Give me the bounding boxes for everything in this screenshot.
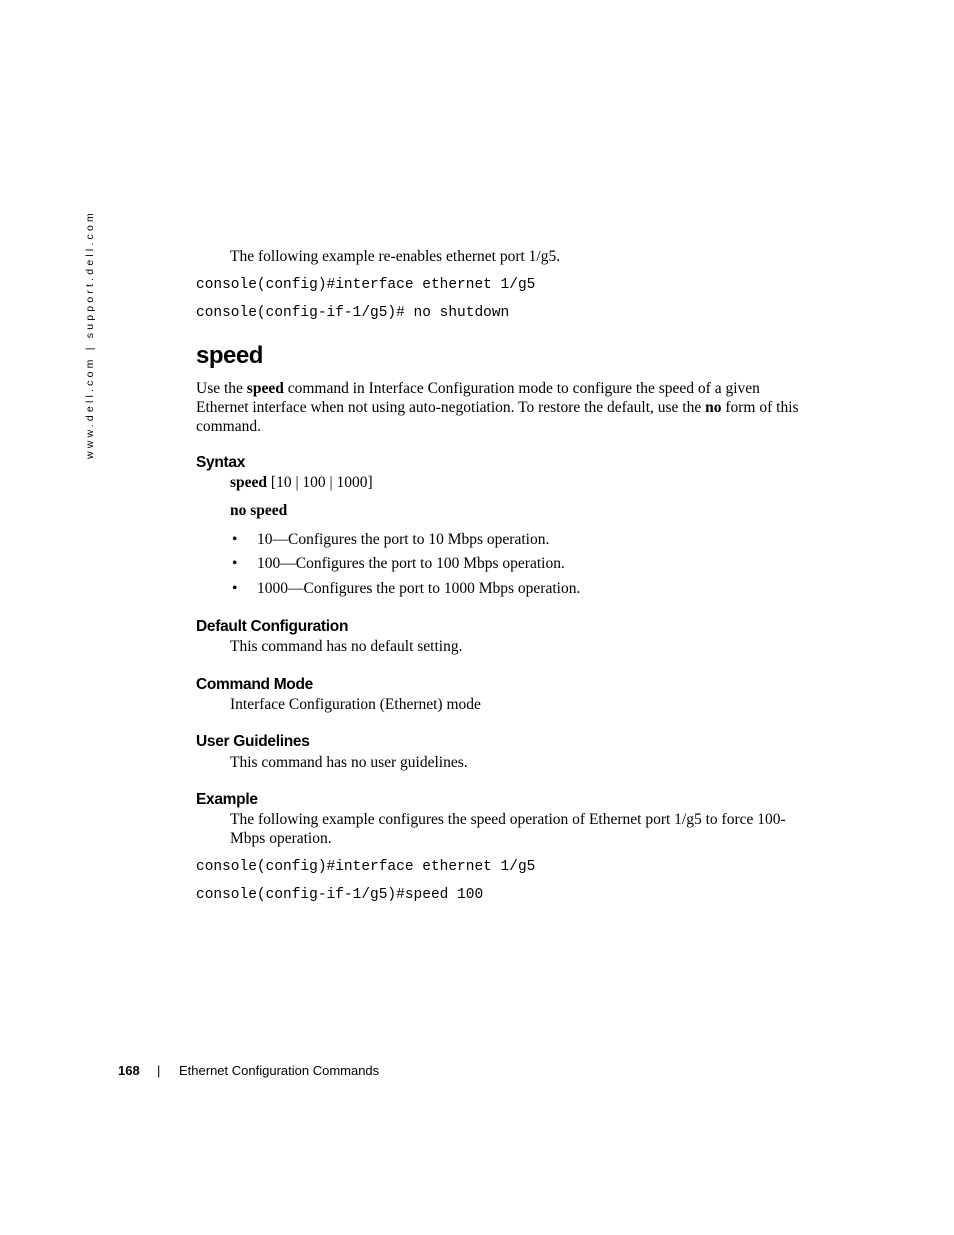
command-mode-heading: Command Mode [196,676,313,693]
default-config-heading: Default Configuration [196,618,349,635]
page-number: 168 [118,1063,140,1078]
example-code-line-1: console(config)#interface ethernet 1/g5 [196,859,536,875]
user-guidelines-text: This command has no user guidelines. [230,754,468,771]
bullet-text: —Configures the port to 10 Mbps operation. [272,531,550,548]
syntax-cmd: speed [230,474,268,491]
description-no-keyword: no [705,399,722,416]
command-mode-text: Interface Configuration (Ethernet) mode [230,696,481,713]
syntax-heading: Syntax [196,454,246,471]
bullet-icon: • [232,555,238,572]
bullet-icon: • [232,580,238,597]
syntax-line-2 [230,502,287,520]
bullet-term: 10 [257,531,273,548]
example-heading: Example [196,791,258,808]
syntax-bullet-1 [257,531,549,549]
description-text: Ethernet interface when not using auto-negotiation. To restore the default, use the [196,399,706,416]
intro-text: The following example re-enables ethernet port 1/g5. [230,248,561,265]
description-text: Use the [196,380,247,397]
description [196,379,826,436]
footer-chapter: Ethernet Configuration Commands [179,1063,380,1078]
default-config-text: This command has no default setting. [230,638,463,655]
description-line-2 [196,398,826,417]
bullet-term: 100 [257,555,281,572]
syntax-bullet-2 [257,555,565,573]
side-url: www.dell.com | support.dell.com [84,210,96,459]
syntax-line-1 [230,474,373,492]
description-line-1 [196,379,826,398]
bullet-text: —Configures the port to 100 Mbps operation. [280,555,565,572]
description-line-3: command. [196,418,261,435]
intro-code-line-2: console(config-if-1/g5)# no shutdown [196,305,510,321]
example-code-line-2: console(config-if-1/g5)#speed 100 [196,887,484,903]
description-text: form of this [721,399,799,416]
bullet-term: 1000 [257,580,288,597]
footer-separator: | [157,1063,161,1078]
description-cmd: speed [246,380,284,397]
syntax-args: [10 | 100 | 1000] [267,474,373,491]
example-text-line-1: The following example configures the speed operation of Ethernet port 1/g5 to force 100- [230,811,786,828]
syntax-bullet-3 [257,580,580,598]
bullet-icon: • [232,531,238,548]
user-guidelines-heading: User Guidelines [196,733,310,750]
syntax-no-cmd: no speed [230,502,288,519]
section-title: speed [196,342,263,369]
bullet-text: —Configures the port to 1000 Mbps operation. [288,580,581,597]
intro-code-line-1: console(config)#interface ethernet 1/g5 [196,277,536,293]
example-text-line-2: Mbps operation. [230,830,332,847]
description-text: command in Interface Configuration mode to configure the speed of a given [283,380,760,397]
